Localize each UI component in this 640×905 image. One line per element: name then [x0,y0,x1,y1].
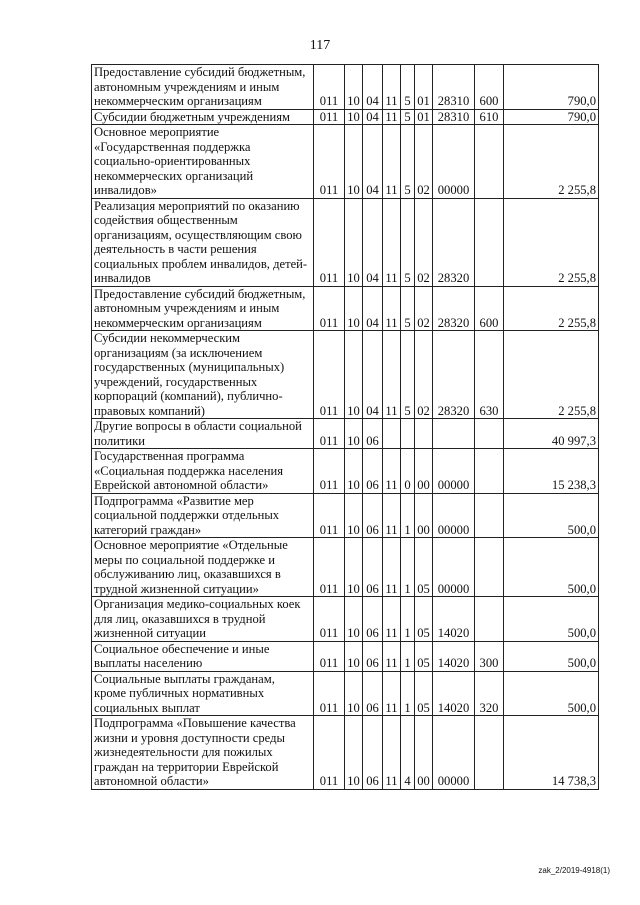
cell-program-code [383,449,401,494]
cell-item-name [92,286,314,331]
subsection-code-text: 06 [366,522,379,537]
cell-direction-code [433,331,475,419]
table-row [92,641,599,671]
ministry-code-text: 011 [319,271,339,285]
subsection-code-text: 04 [366,94,379,108]
ministry-code-text: 011 [319,433,339,448]
activity-code-text: 02 [417,271,430,285]
subsection-code-text: 06 [366,478,379,492]
cell-subprogram-code [401,198,415,286]
subprogram-code-text: 1 [404,626,411,640]
direction-code-text: 00000 [437,478,470,492]
program-code-text: 11 [385,522,398,537]
section-code-text: 10 [347,522,360,537]
ministry-code-text: 011 [319,774,339,788]
cell-section-code [345,641,363,671]
cell-direction-code [433,419,475,449]
item-name-text: Социальное обеспечение и иные выплаты населению [94,641,270,670]
expense-type-code-text: 320 [479,700,499,715]
cell-item-name [92,641,314,671]
activity-code-text: 00 [417,522,430,537]
cell-section-code [345,597,363,642]
cell-subprogram-code [401,286,415,331]
cell-section-code [345,419,363,449]
subprogram-code-text: 1 [404,656,411,670]
cell-item-name [92,449,314,494]
table-row [92,419,599,449]
subsection-code-text: 04 [366,403,379,418]
item-name-text: Подпрограмма «Развитие мер социальной поддержки отдельных категорий граждан» [94,493,280,537]
subprogram-code-text: 5 [404,94,411,108]
section-code-text: 10 [347,183,360,197]
cell-expense-type-code [475,597,504,642]
subprogram-code-text: 5 [404,315,411,330]
cell-program-code [383,109,401,125]
cell-section-code [345,198,363,286]
program-code-text: 11 [385,774,398,788]
cell-subprogram-code [401,597,415,642]
ministry-code-text: 011 [319,183,339,197]
ministry-code-text: 011 [319,656,339,670]
cell-expense-type-code [475,198,504,286]
cell-direction-code [433,286,475,331]
subprogram-code-text: 5 [404,271,411,285]
cell-item-name [92,65,314,110]
ministry-code-text: 011 [319,478,339,492]
cell-item-name [92,716,314,790]
item-name-text: Государственная программа «Социальная поддержка населения Еврейской автономной области» [94,449,284,492]
program-code-text: 11 [385,700,398,715]
cell-ministry-code [314,641,345,671]
cell-expense-type-code [475,538,504,597]
cell-amount [504,671,599,716]
program-code-text: 11 [385,315,398,330]
activity-code-text: 00 [417,774,430,788]
cell-program-code [383,716,401,790]
direction-code-text: 14020 [437,656,470,670]
cell-ministry-code [314,198,345,286]
cell-expense-type-code [475,419,504,449]
cell-amount [504,716,599,790]
amount-text: 2 255,8 [558,403,596,418]
direction-code-text: 28310 [437,94,470,108]
item-name-text: Субсидии некоммерческим организациям (за исключением государственных (муниципальных) учреждений, государственных корпораций (компаний), публично- правовых компаний) [94,331,285,418]
direction-code-text: 00000 [437,774,470,788]
cell-direction-code [433,641,475,671]
expense-type-code-text: 610 [479,109,499,124]
cell-item-name [92,419,314,449]
item-name-text: Подпрограмма «Повышение качества жизни и уровня доступности среды жизнедеятельности для пожилых граждан на территории Еврейской автономной области» [94,716,296,788]
cell-subsection-code [363,449,383,494]
cell-amount [504,641,599,671]
activity-code-text: 01 [417,94,430,108]
cell-section-code [345,286,363,331]
cell-program-code [383,419,401,449]
cell-program-code [383,641,401,671]
amount-text: 2 255,8 [558,183,596,197]
subprogram-code-text: 1 [404,700,411,715]
budget-table [91,64,599,790]
subsection-code-text: 06 [366,700,379,715]
cell-section-code [345,493,363,538]
cell-subprogram-code [401,493,415,538]
section-code-text: 10 [347,433,360,448]
table-row [92,109,599,125]
cell-amount [504,286,599,331]
table-row [92,449,599,494]
cell-item-name [92,331,314,419]
budget-table-body [92,65,599,790]
cell-activity-code [415,597,433,642]
program-code-text: 11 [385,626,398,640]
cell-item-name [92,493,314,538]
cell-expense-type-code [475,65,504,110]
table-row [92,716,599,790]
cell-subprogram-code [401,538,415,597]
table-row [92,597,599,642]
cell-subprogram-code [401,449,415,494]
cell-ministry-code [314,109,345,125]
cell-activity-code [415,716,433,790]
cell-item-name [92,538,314,597]
cell-section-code [345,331,363,419]
direction-code-text: 00000 [437,581,470,596]
program-code-text: 11 [385,656,398,670]
cell-direction-code [433,597,475,642]
cell-subsection-code [363,671,383,716]
cell-direction-code [433,538,475,597]
item-name-text: Другие вопросы в области социальной политики [94,419,302,448]
cell-program-code [383,538,401,597]
activity-code-text: 02 [417,403,430,418]
cell-ministry-code [314,538,345,597]
cell-ministry-code [314,419,345,449]
section-code-text: 10 [347,271,360,285]
cell-amount [504,493,599,538]
expense-type-code-text: 300 [479,656,499,670]
cell-subprogram-code [401,716,415,790]
cell-section-code [345,65,363,110]
cell-direction-code [433,493,475,538]
program-code-text: 11 [385,109,398,124]
cell-section-code [345,538,363,597]
cell-ministry-code [314,449,345,494]
activity-code-text: 02 [417,183,430,197]
cell-subsection-code [363,538,383,597]
table-row [92,65,599,110]
item-name-text: Социальные выплаты гражданам, кроме публичных нормативных социальных выплат [94,671,275,715]
cell-ministry-code [314,331,345,419]
program-code-text: 11 [385,183,398,197]
cell-subprogram-code [401,641,415,671]
cell-item-name [92,671,314,716]
direction-code-text: 28320 [437,271,470,285]
cell-activity-code [415,65,433,110]
subprogram-code-text: 5 [404,183,411,197]
cell-activity-code [415,449,433,494]
cell-item-name [92,125,314,199]
cell-expense-type-code [475,449,504,494]
section-code-text: 10 [347,656,360,670]
cell-amount [504,65,599,110]
cell-expense-type-code [475,331,504,419]
cell-ministry-code [314,671,345,716]
section-code-text: 10 [347,478,360,492]
cell-program-code [383,331,401,419]
subsection-code-text: 04 [366,109,379,124]
item-name-text: Основное мероприятие «Отдельные меры по социальной поддержке и обслуживанию лиц, оказавшихся в трудной жизненной ситуации» [94,538,288,596]
cell-program-code [383,597,401,642]
cell-activity-code [415,419,433,449]
cell-amount [504,198,599,286]
subprogram-code-text: 5 [404,109,411,124]
ministry-code-text: 011 [319,315,339,330]
subprogram-code-text: 5 [404,403,411,418]
page-number: 117 [309,38,331,53]
cell-amount [504,419,599,449]
cell-section-code [345,671,363,716]
cell-subprogram-code [401,331,415,419]
cell-subsection-code [363,716,383,790]
cell-ministry-code [314,716,345,790]
cell-activity-code [415,109,433,125]
table-row [92,286,599,331]
table-row [92,538,599,597]
amount-text: 14 738,3 [551,774,596,788]
cell-activity-code [415,641,433,671]
cell-program-code [383,198,401,286]
cell-activity-code [415,286,433,331]
cell-ministry-code [314,493,345,538]
amount-text: 40 997,3 [551,433,596,448]
item-name-text: Предоставление субсидий бюджетным, автономным учреждениям и иным некоммерческим организациям [94,65,306,108]
cell-program-code [383,65,401,110]
section-code-text: 10 [347,581,360,596]
document-code: zak_2/2019-4918(1) [538,866,610,875]
subsection-code-text: 04 [366,315,379,330]
table-row [92,671,599,716]
section-code-text: 10 [347,700,360,715]
cell-program-code [383,493,401,538]
cell-expense-type-code [475,286,504,331]
ministry-code-text: 011 [319,700,339,715]
cell-subsection-code [363,109,383,125]
item-name-text: Предоставление субсидий бюджетным, автономным учреждениям и иным некоммерческим организациям [94,286,306,330]
cell-activity-code [415,671,433,716]
cell-program-code [383,286,401,331]
cell-section-code [345,716,363,790]
direction-code-text: 00000 [437,183,470,197]
cell-section-code [345,125,363,199]
subprogram-code-text: 1 [404,522,411,537]
amount-text: 500,0 [567,700,596,715]
cell-subsection-code [363,198,383,286]
cell-amount [504,109,599,125]
cell-expense-type-code [475,671,504,716]
subsection-code-text: 06 [366,774,379,788]
cell-amount [504,538,599,597]
subprogram-code-text: 0 [404,478,411,492]
activity-code-text: 02 [417,315,430,330]
cell-activity-code [415,538,433,597]
cell-subprogram-code [401,65,415,110]
cell-direction-code [433,125,475,199]
ministry-code-text: 011 [319,109,339,124]
program-code-text: 11 [385,403,398,418]
cell-section-code [345,449,363,494]
amount-text: 2 255,8 [558,271,596,285]
activity-code-text: 05 [417,626,430,640]
amount-text: 790,0 [567,109,596,124]
subsection-code-text: 06 [366,656,379,670]
cell-amount [504,597,599,642]
table-row [92,493,599,538]
cell-subsection-code [363,286,383,331]
cell-expense-type-code [475,493,504,538]
cell-direction-code [433,671,475,716]
cell-subsection-code [363,125,383,199]
subsection-code-text: 06 [366,626,379,640]
cell-item-name [92,109,314,125]
amount-text: 500,0 [567,522,596,537]
section-code-text: 10 [347,315,360,330]
cell-subprogram-code [401,109,415,125]
amount-text: 790,0 [567,94,596,108]
subsection-code-text: 06 [366,433,379,448]
activity-code-text: 05 [417,581,430,596]
cell-amount [504,331,599,419]
cell-amount [504,449,599,494]
ministry-code-text: 011 [319,626,339,640]
amount-text: 2 255,8 [558,315,596,330]
subprogram-code-text: 1 [404,581,411,596]
amount-text: 15 238,3 [551,478,596,492]
cell-direction-code [433,198,475,286]
section-code-text: 10 [347,403,360,418]
cell-activity-code [415,198,433,286]
section-code-text: 10 [347,626,360,640]
item-name-text: Субсидии бюджетным учреждениям [94,109,290,124]
cell-item-name [92,597,314,642]
program-code-text: 11 [385,581,398,596]
direction-code-text: 28320 [437,315,470,330]
program-code-text: 11 [385,94,398,108]
item-name-text: Основное мероприятие «Государственная поддержка социально-ориентированных некоммерческих организаций инвалидов» [94,125,254,197]
cell-subsection-code [363,331,383,419]
item-name-text: Реализация мероприятий по оказанию содействия общественным организациям, осуществляющим свою деятельность в части решения социальных проблем инвалидов, детей- инвалидов [94,198,308,285]
subsection-code-text: 06 [366,581,379,596]
item-name-text: Организация медико-социальных коек для лиц, оказавшихся в трудной жизненной ситуации [94,597,301,640]
ministry-code-text: 011 [319,522,339,537]
cell-subprogram-code [401,419,415,449]
cell-direction-code [433,716,475,790]
cell-subsection-code [363,419,383,449]
cell-activity-code [415,331,433,419]
subprogram-code-text: 4 [404,774,411,788]
program-code-text: 11 [385,478,398,492]
activity-code-text: 00 [417,478,430,492]
cell-subprogram-code [401,671,415,716]
cell-activity-code [415,125,433,199]
program-code-text: 11 [385,271,398,285]
cell-subprogram-code [401,125,415,199]
section-code-text: 10 [347,109,360,124]
cell-ministry-code [314,286,345,331]
cell-expense-type-code [475,716,504,790]
ministry-code-text: 011 [319,403,339,418]
cell-direction-code [433,449,475,494]
cell-ministry-code [314,125,345,199]
cell-amount [504,125,599,199]
cell-item-name [92,198,314,286]
direction-code-text: 14020 [437,700,470,715]
cell-ministry-code [314,597,345,642]
cell-direction-code [433,65,475,110]
table-row [92,331,599,419]
activity-code-text: 05 [417,700,430,715]
cell-direction-code [433,109,475,125]
cell-subsection-code [363,641,383,671]
section-code-text: 10 [347,774,360,788]
cell-expense-type-code [475,125,504,199]
cell-subsection-code [363,597,383,642]
expense-type-code-text: 630 [479,403,499,418]
amount-text: 500,0 [567,626,596,640]
activity-code-text: 01 [417,109,430,124]
cell-section-code [345,109,363,125]
expense-type-code-text: 600 [479,94,499,108]
amount-text: 500,0 [567,581,596,596]
table-row [92,198,599,286]
cell-subsection-code [363,65,383,110]
expense-type-code-text: 600 [479,315,499,330]
activity-code-text: 05 [417,656,430,670]
ministry-code-text: 011 [319,581,339,596]
direction-code-text: 00000 [437,522,470,537]
cell-expense-type-code [475,641,504,671]
cell-subsection-code [363,493,383,538]
subsection-code-text: 04 [366,271,379,285]
ministry-code-text: 011 [319,94,339,108]
cell-ministry-code [314,65,345,110]
direction-code-text: 28320 [437,403,470,418]
subsection-code-text: 04 [366,183,379,197]
table-row [92,125,599,199]
cell-program-code [383,671,401,716]
cell-activity-code [415,493,433,538]
amount-text: 500,0 [567,656,596,670]
direction-code-text: 28310 [437,109,470,124]
cell-program-code [383,125,401,199]
cell-expense-type-code [475,109,504,125]
direction-code-text: 14020 [437,626,470,640]
section-code-text: 10 [347,94,360,108]
